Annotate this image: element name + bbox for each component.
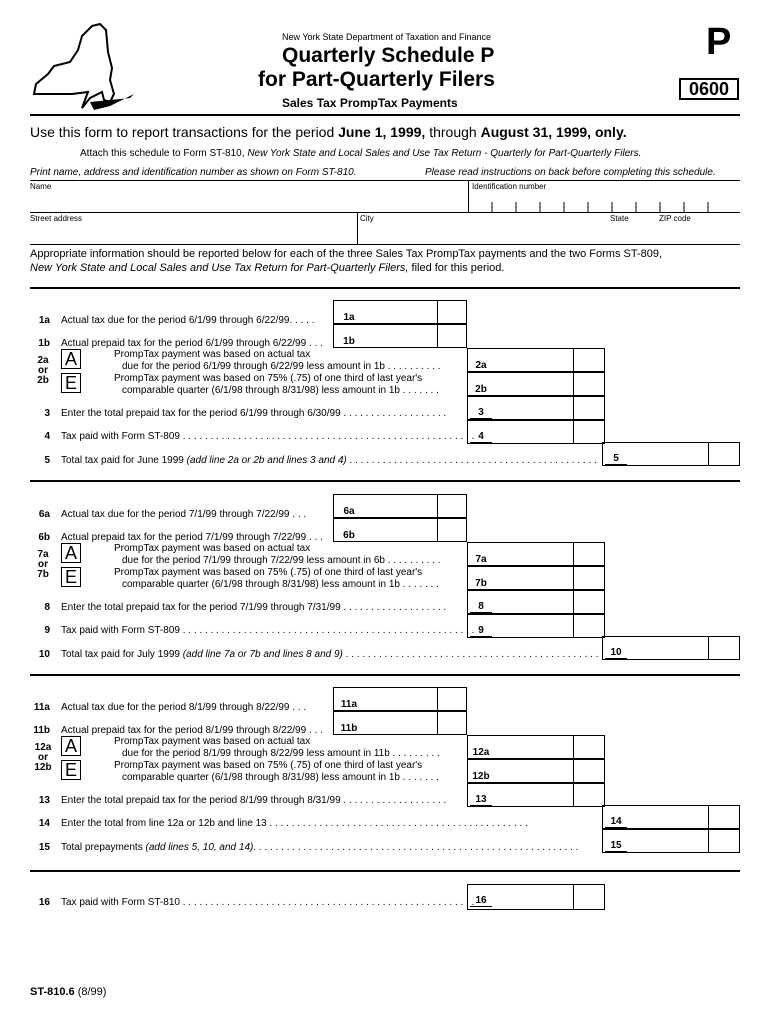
promptax-75-text: PrompTax payment was based on 75% (.75) of one third of last year's (114, 373, 423, 384)
promptax-75-text: PrompTax payment was based on 75% (.75) of one third of last year's (114, 760, 423, 771)
line-6a-num: 6a (38, 509, 50, 520)
line-7b-box-num: 7b (470, 578, 492, 590)
promptax-actual-text: PrompTax payment was based on actual tax (114, 349, 311, 360)
line-15-desc-main: Total prepayments (61, 842, 146, 853)
line-7a-cents-sep (573, 542, 574, 566)
line-8-desc: Enter the total prepaid tax for the period 7/1/99 through 7/31/99 . . . . . . . . . . . . . . . . . . . (61, 602, 447, 613)
line-5-num: 5 (44, 455, 50, 466)
header-divider (30, 114, 740, 116)
line-11a-desc: Actual tax due for the period 8/1/99 through 8/22/99 . . . (61, 702, 307, 713)
line-1a-cents-sep (437, 300, 438, 324)
line-10-num: 10 (38, 649, 50, 660)
name-label: Name (30, 182, 52, 191)
promptax-actual-period: due for the period 7/1/99 through 7/22/99 less amount in 6b . . . . . . . . . . (122, 555, 441, 566)
line-1a-desc: Actual tax due for the period 6/1/99 through 6/22/99. . . . . (61, 315, 315, 326)
line-5-desc (61, 455, 597, 466)
line-11b-desc: Actual prepaid tax for the period 8/1/99 through 8/22/99 . . . (61, 725, 323, 736)
street-row-top (30, 212, 740, 213)
section1-divider (30, 287, 740, 289)
line-11a-box-num: 11a (336, 699, 362, 711)
line-6a-box-num: 6a (336, 506, 362, 518)
line-13-box-num: 13 (470, 794, 492, 806)
street-field[interactable] (30, 224, 356, 242)
line-8-box-num: 8 (470, 601, 492, 613)
line-1b-cents-sep (437, 324, 438, 348)
line-15-desc (61, 842, 578, 853)
promptax-75-period: comparable quarter (6/1/98 through 8/31/98) less amount in 1b . . . . . . . (122, 385, 439, 396)
line-6b-box-num: 6b (336, 530, 362, 542)
line-11b-cents-sep (437, 711, 438, 735)
line-6b-cents-sep (437, 518, 438, 542)
line-7b-cents-sep (573, 566, 574, 590)
line-7b-num: 7b (37, 569, 49, 580)
department-name: New York State Department of Taxation and Finance (282, 32, 491, 42)
line16-num: 16 (38, 897, 50, 908)
city-label: City (360, 214, 374, 223)
line-8-num: 8 (44, 602, 50, 613)
option-e-checkbox[interactable]: E (61, 567, 81, 587)
city-field[interactable] (360, 224, 606, 242)
line-2b-box-num: 2b (470, 384, 492, 396)
line-1b-num: 1b (38, 338, 50, 349)
line-6b-num: 6b (38, 532, 50, 543)
line-2b-num: 2b (37, 375, 49, 386)
line-14-desc: Enter the total from line 12a or 12b and line 13 . . . . . . . . . . . . . . . . . . . . . . . . . . . . . . . . . . . . . . . . . . . . . . . (61, 818, 528, 829)
line-15-num: 15 (38, 842, 50, 853)
form-subtitle: Sales Tax PrompTax Payments (282, 96, 458, 110)
line-14-num: 14 (38, 818, 50, 829)
id-divider (468, 180, 469, 212)
line-3-desc: Enter the total prepaid tax for the period 6/1/99 through 6/30/99 . . . . . . . . . . . . . . . . . . . (61, 408, 447, 419)
promptax-75-text: PrompTax payment was based on 75% (.75) of one third of last year's (114, 567, 423, 578)
line-1a-box-num: 1a (336, 312, 362, 324)
line-5-box-num: 5 (605, 453, 627, 465)
line16-divider (30, 870, 740, 872)
line-13-num: 13 (38, 795, 50, 806)
city-divider (357, 212, 358, 244)
option-e-checkbox[interactable]: E (61, 373, 81, 393)
line-5-cents-sep (708, 442, 709, 466)
line-14-box-num: 14 (605, 816, 627, 828)
name-row-top (30, 180, 740, 181)
line-10-desc (61, 649, 598, 660)
promptax-actual-period: due for the period 6/1/99 through 6/22/99 less amount in 1b . . . . . . . . . . (122, 361, 441, 372)
line-10-box-num: 10 (605, 647, 627, 659)
line-10-cents-sep (708, 636, 709, 660)
line-9-cents-sep (573, 614, 574, 638)
print-instruction: Print name, address and identification number as shown on Form ST-810. (30, 167, 357, 178)
line-8-cents-sep (573, 590, 574, 614)
line-5-desc-main: Total tax paid for June 1999 (61, 455, 187, 466)
or-label: or (38, 365, 48, 376)
line-15-box-num: 15 (605, 840, 627, 852)
period-statement: Use this form to report transactions for the period June 1, 1999, through August 31, 1999, only. (30, 124, 627, 140)
line-4-cents-sep (573, 420, 574, 444)
promptax-actual-text: PrompTax payment was based on actual tax (114, 543, 311, 554)
line-7a-box-num: 7a (470, 554, 492, 566)
line-9-box-num: 9 (470, 625, 492, 637)
line16-desc: Tax paid with Form ST-810 . . . . . . . . . . . . . . . . . . . . . . . . . . . . . . . . . . . . . . . . . . . . . . . . . . . . . (61, 897, 475, 908)
promptax-actual-period: due for the period 8/1/99 through 8/22/99 less amount in 11b . . . . . . . . . (122, 748, 440, 759)
line-7a-num: 7a (37, 549, 49, 560)
line-4-desc: Tax paid with Form ST-809 . . . . . . . . . . . . . . . . . . . . . . . . . . . . . . . . . . . . . . . . . . . . . . . . . . . . . (61, 431, 475, 442)
line-3-num: 3 (44, 408, 50, 419)
zip-label: ZIP code (659, 214, 691, 223)
option-a-checkbox[interactable]: A (61, 543, 81, 563)
address-bottom (30, 244, 740, 245)
line-6a-cents-sep (437, 494, 438, 518)
line-14-cents-sep (708, 805, 709, 829)
option-e-checkbox[interactable]: E (61, 760, 81, 780)
line-2a-cents-sep (573, 348, 574, 372)
read-instruction: Please read instructions on back before completing this schedule. (425, 167, 716, 178)
line-9-num: 9 (44, 625, 50, 636)
line-1b-desc: Actual prepaid tax for the period 6/1/99 through 6/22/99 . . . (61, 338, 323, 349)
line-12b-num: 12b (34, 762, 52, 773)
info-line2: New York State and Local Sales and Use Tax Return for Part-Quarterly Filers, filed for this period. (30, 262, 505, 274)
zip-field[interactable] (659, 224, 739, 242)
state-label: State (610, 214, 629, 223)
line-12b-box-num: 12b (470, 771, 492, 783)
line-10-desc-main: Total tax paid for July 1999 (61, 649, 183, 660)
or-label: or (38, 752, 48, 763)
ny-state-logo (30, 22, 140, 112)
form-title-line2: for Part-Quarterly Filers (258, 68, 495, 91)
or-label: or (38, 559, 48, 570)
line16-box-num: 16 (470, 895, 492, 907)
option-a-checkbox[interactable]: A (61, 736, 81, 756)
promptax-75-period: comparable quarter (6/1/98 through 8/31/98) less amount in 1b . . . . . . . (122, 772, 439, 783)
line-2a-num: 2a (37, 355, 49, 366)
line-6a-desc: Actual tax due for the period 7/1/99 through 7/22/99 . . . (61, 509, 307, 520)
line-3-cents-sep (573, 396, 574, 420)
line-15-desc-note: (add lines 5, 10, and 14) (145, 842, 254, 853)
form-code-box: 0600 (679, 78, 739, 100)
street-label: Street address (30, 214, 83, 223)
line-5-desc-note: (add line 2a or 2b and lines 3 and 4) (186, 455, 347, 466)
id-tick-marks (490, 202, 740, 212)
id-label: Identification number (472, 182, 547, 191)
line-4-box-num: 4 (470, 431, 492, 443)
line-2a-box-num: 2a (470, 360, 492, 372)
line-11b-box-num: 11b (336, 723, 362, 735)
line-6b-desc: Actual prepaid tax for the period 7/1/99 through 7/22/99 . . . (61, 532, 323, 543)
line-11a-cents-sep (437, 687, 438, 711)
form-title-line1: Quarterly Schedule P (282, 44, 495, 67)
line-2b-cents-sep (573, 372, 574, 396)
line16-cents-sep (573, 884, 574, 910)
line-10-desc-note: (add line 7a or 7b and lines 8 and 9) (182, 649, 343, 660)
state-field[interactable] (610, 224, 650, 242)
line-10-leader: . . . . . . . . . . . . . . . . . . . . . . . . . . . . . . . . . . . . . . . . . . . . . . (342, 649, 599, 660)
section-divider (30, 674, 740, 676)
line-11a-num: 11a (33, 702, 50, 713)
form-letter: P (706, 21, 732, 63)
line-15-cents-sep (708, 829, 709, 853)
line-12b-cents-sep (573, 759, 574, 783)
promptax-75-period: comparable quarter (6/1/98 through 8/31/98) less amount in 1b . . . . . . . (122, 579, 439, 590)
line-15-leader: . . . . . . . . . . . . . . . . . . . . . . . . . . . . . . . . . . . . . . . . . . . . . . . . . . . . . . . . . . . (253, 842, 579, 853)
line-13-cents-sep (573, 783, 574, 807)
footer-form-id: ST-810.6 (8/99) (30, 986, 107, 998)
name-field[interactable] (30, 190, 466, 212)
line-1b-box-num: 1b (336, 336, 362, 348)
line-4-num: 4 (44, 431, 50, 442)
line-12a-num: 12a (34, 742, 52, 753)
line-3-box-num: 3 (470, 407, 492, 419)
line-12a-cents-sep (573, 735, 574, 759)
line-12a-box-num: 12a (470, 747, 492, 759)
line-13-desc: Enter the total prepaid tax for the period 8/1/99 through 8/31/99 . . . . . . . . . . . . . . . . . . . (61, 795, 447, 806)
line-5-leader: . . . . . . . . . . . . . . . . . . . . . . . . . . . . . . . . . . . . . . . . . . . . . (346, 455, 597, 466)
promptax-actual-text: PrompTax payment was based on actual tax (114, 736, 311, 747)
info-line1: Appropriate information should be reported below for each of the three Sales Tax PrompTax payments and the two Forms ST-809, (30, 248, 663, 260)
line-11b-num: 11b (33, 725, 50, 736)
attach-instruction: Attach this schedule to Form ST-810, New York State and Local Sales and Use Tax Return - Quarterly for Part-Quarterly Filers. (80, 148, 642, 159)
option-a-checkbox[interactable]: A (61, 349, 81, 369)
line-9-desc: Tax paid with Form ST-809 . . . . . . . . . . . . . . . . . . . . . . . . . . . . . . . . . . . . . . . . . . . . . . . . . . . . . (61, 625, 475, 636)
section-divider (30, 480, 740, 482)
line-1a-num: 1a (38, 315, 50, 326)
